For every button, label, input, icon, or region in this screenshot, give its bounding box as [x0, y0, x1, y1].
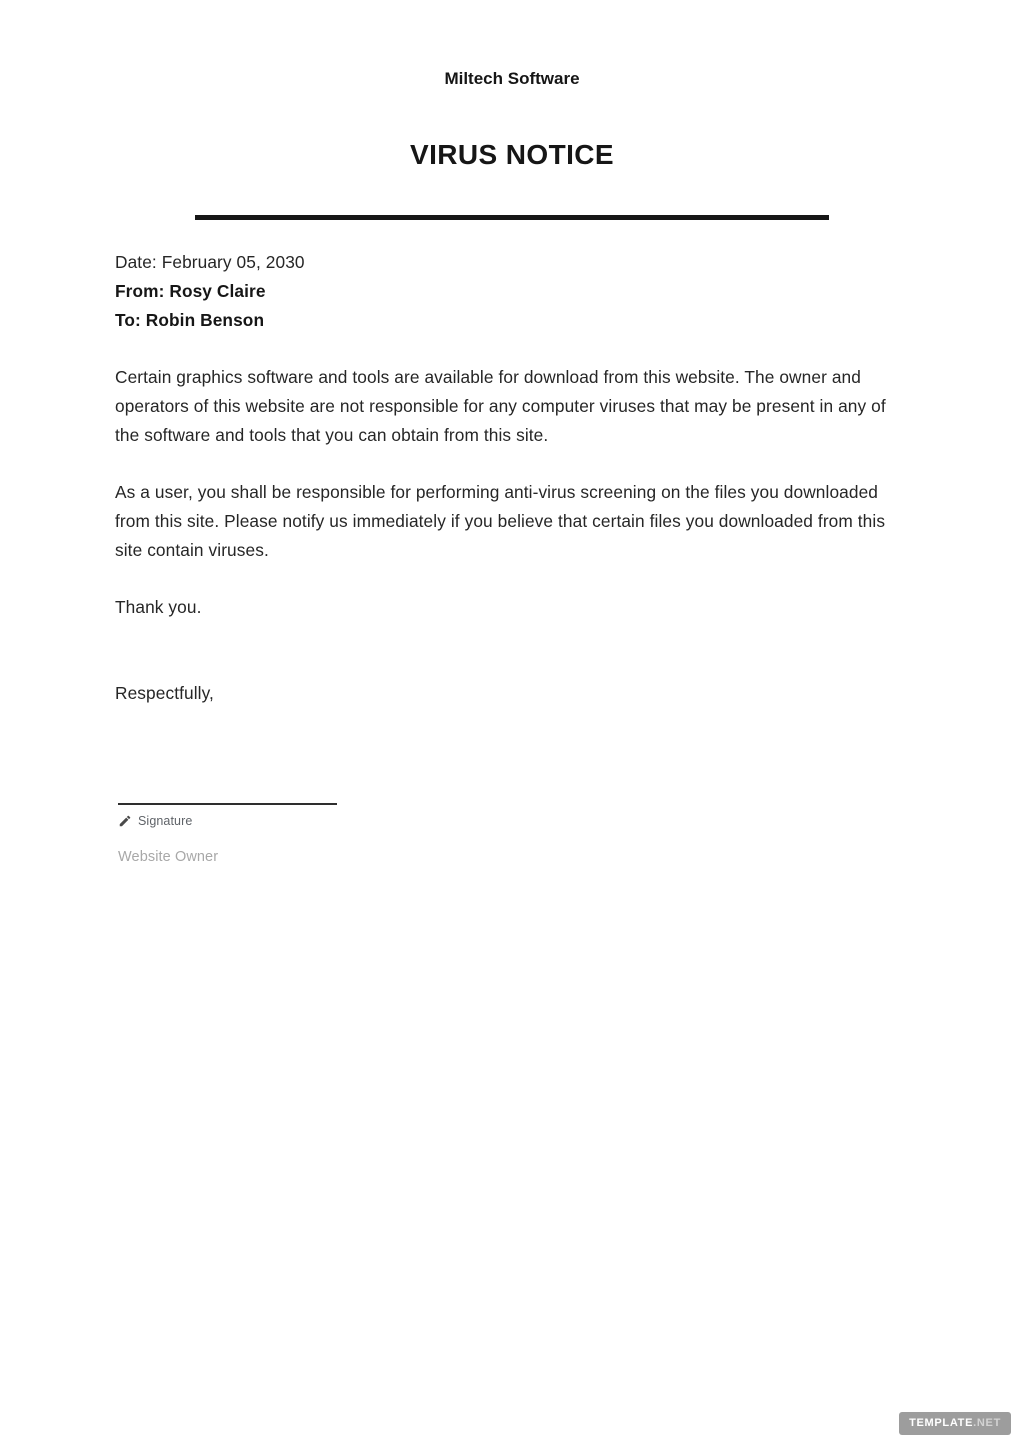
signature-block	[115, 803, 897, 865]
date-line: Date: February 05, 2030	[115, 252, 305, 272]
body-paragraph-1: Certain graphics software and tools are available for download from this website. The owner and operators of this website are not responsible for any computer viruses that may be present in any of the software and tools that you can obtain from this site.	[115, 367, 886, 445]
template-net-watermark	[899, 1412, 1011, 1435]
watermark-brand: TEMPLATE	[909, 1417, 974, 1429]
to-line: To: Robin Benson	[115, 310, 265, 330]
closing-line: Respectfully,	[115, 683, 214, 703]
page-title: VIRUS NOTICE	[410, 139, 614, 170]
pen-icon	[118, 814, 132, 828]
signature-label: Signature	[138, 813, 193, 828]
company-name: Miltech Software	[444, 69, 580, 88]
watermark-suffix: .NET	[973, 1417, 1001, 1429]
signature-field[interactable]	[118, 814, 192, 828]
from-line: From: Rosy Claire	[115, 281, 266, 301]
thank-you-line: Thank you.	[115, 597, 202, 617]
title-divider	[195, 215, 829, 220]
signer-role: Website Owner	[118, 849, 219, 865]
letter-body	[115, 248, 897, 865]
signature-line	[118, 803, 337, 805]
body-paragraph-2: As a user, you shall be responsible for performing anti-virus screening on the files you downloaded from this site. Please notify us immediately if you believe that certain files you downloaded from this site contain viruses.	[115, 482, 886, 560]
letter-meta	[115, 248, 897, 335]
